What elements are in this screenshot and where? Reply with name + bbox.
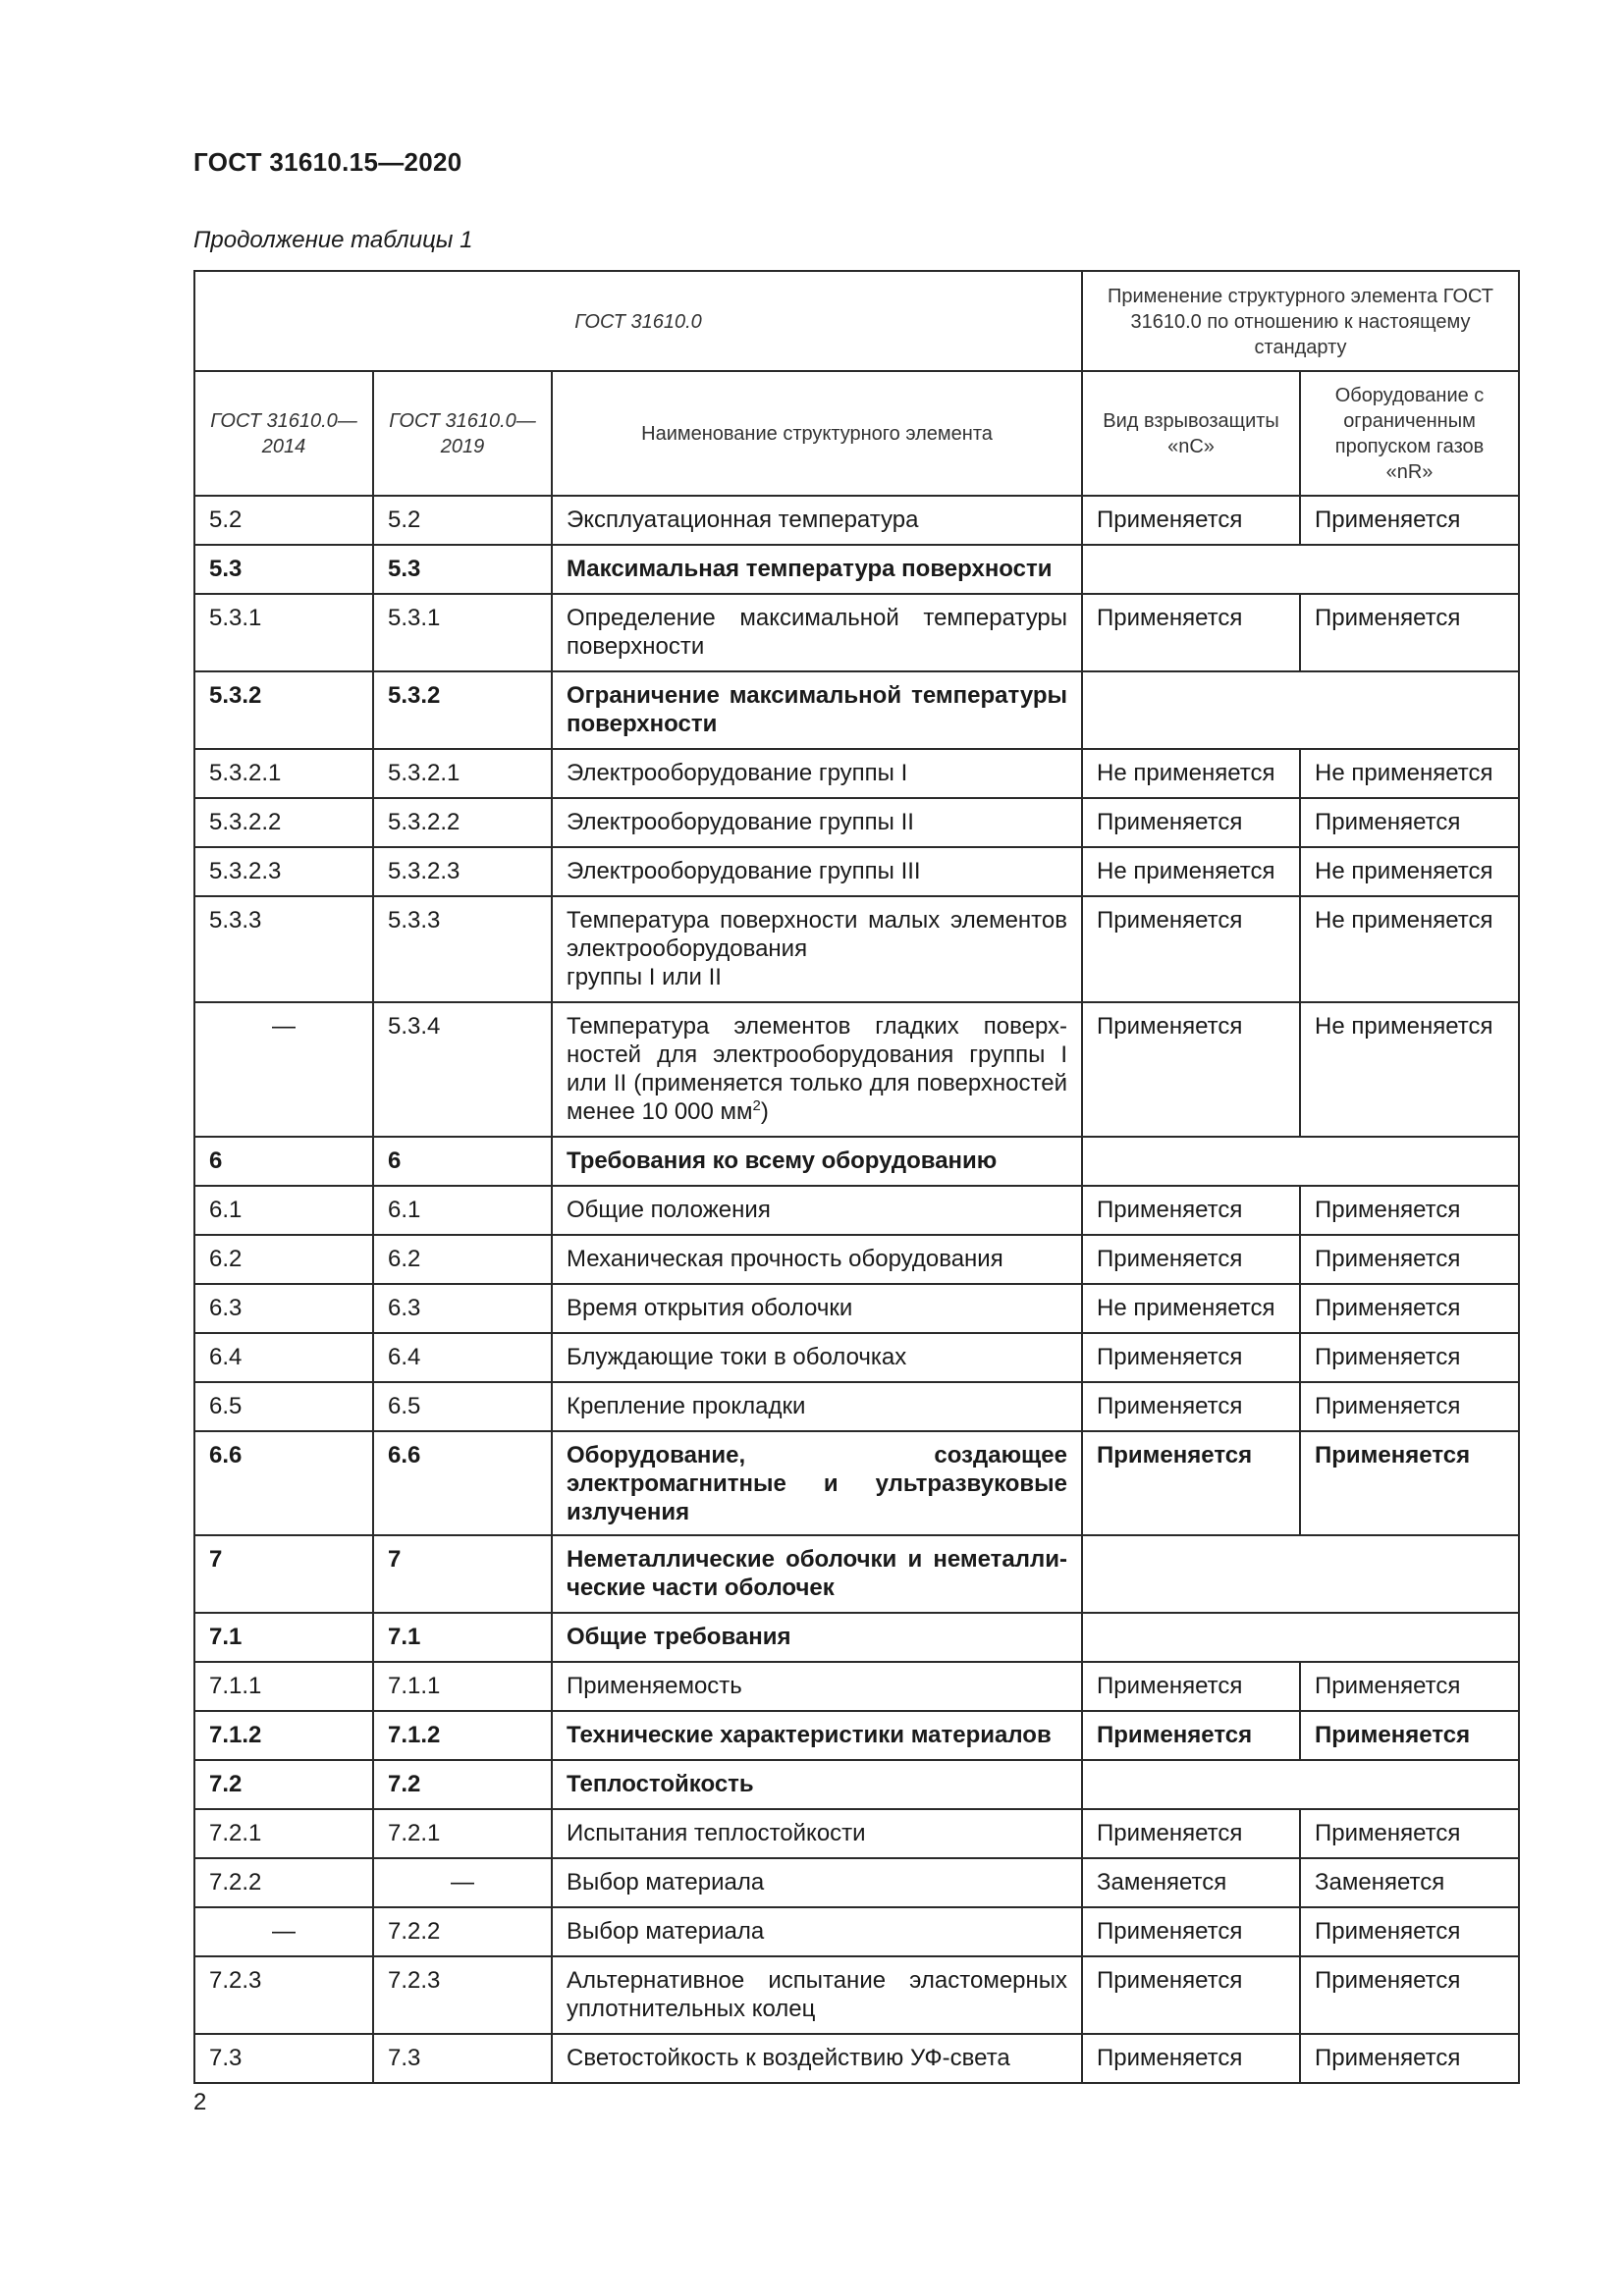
cell-gost-2019: 6.4 — [373, 1333, 552, 1382]
cell-nc: Применяется — [1082, 1907, 1300, 1956]
element-name-line: Температура поверхности малых элементов электрооборудования — [567, 907, 1068, 962]
table-row — [194, 1431, 1519, 1535]
table-row — [194, 496, 1519, 545]
cell-gost-2019: 6.6 — [373, 1431, 552, 1535]
cell-nc: Применяется — [1082, 798, 1300, 847]
table-row — [194, 1284, 1519, 1333]
cell-nr: Применяется — [1300, 1809, 1519, 1858]
cell-nr: Применяется — [1300, 1711, 1519, 1760]
cell-nc: Применяется — [1082, 1235, 1300, 1284]
cell-nc: Не применяется — [1082, 749, 1300, 798]
table-row — [194, 1662, 1519, 1711]
cell-nc: Заменяется — [1082, 1858, 1300, 1907]
cell-nc: Применяется — [1082, 896, 1300, 1002]
table-caption: Продолжение таблицы 1 — [193, 227, 473, 253]
table-row — [194, 594, 1519, 671]
cell-nr: Применяется — [1300, 1235, 1519, 1284]
cell-nr: Не применяется — [1300, 749, 1519, 798]
cell-element-name: Выбор материала — [552, 1907, 1082, 1956]
cell-nc: Применяется — [1082, 1662, 1300, 1711]
element-name-text-end: ) — [760, 1098, 769, 1125]
header-row-columns — [194, 371, 1519, 496]
cell-element-name: Крепление прокладки — [552, 1382, 1082, 1431]
header-gost-2014: ГОСТ 31610.0—2014 — [194, 371, 373, 496]
cell-nc: Применяется — [1082, 594, 1300, 671]
cell-element-name: Неметаллические оболочки и неметаллические части оболочек — [552, 1535, 1082, 1613]
cell-gost-2014: 6.3 — [194, 1284, 373, 1333]
table-row — [194, 1333, 1519, 1382]
cell-nr: Заменяется — [1300, 1858, 1519, 1907]
cell-nc: Не применяется — [1082, 1284, 1300, 1333]
cell-gost-2014: 7.2.2 — [194, 1858, 373, 1907]
cell-gost-2014: 5.3.2.2 — [194, 798, 373, 847]
table-row — [194, 1186, 1519, 1235]
cell-gost-2014: — — [194, 1907, 373, 1956]
table-row — [194, 1137, 1519, 1186]
cell-gost-2014: 7.2.1 — [194, 1809, 373, 1858]
cell-nc: Применяется — [1082, 1809, 1300, 1858]
cell-gost-2019: 7.2.1 — [373, 1809, 552, 1858]
cell-gost-2019: 5.3.2.3 — [373, 847, 552, 896]
cell-nr: Применяется — [1300, 1333, 1519, 1382]
cell-gost-2019: 5.3 — [373, 545, 552, 594]
cell-gost-2019: 6 — [373, 1137, 552, 1186]
cell-gost-2019: 5.3.4 — [373, 1002, 552, 1137]
table-row — [194, 545, 1519, 594]
cell-empty — [1082, 1535, 1519, 1613]
cell-element-name: Технические характеристики материалов — [552, 1711, 1082, 1760]
cell-element-name — [552, 1002, 1082, 1137]
table-row — [194, 798, 1519, 847]
table-row — [194, 1907, 1519, 1956]
header-element-name: Наименование структурного элемента — [552, 371, 1082, 496]
cell-gost-2019: 5.3.2 — [373, 671, 552, 749]
cell-nr: Применяется — [1300, 1956, 1519, 2034]
cell-gost-2019: 7.2.2 — [373, 1907, 552, 1956]
cell-gost-2019: 6.2 — [373, 1235, 552, 1284]
cell-gost-2019: 6.3 — [373, 1284, 552, 1333]
cell-element-name: Блуждающие токи в оболочках — [552, 1333, 1082, 1382]
cell-gost-2014: 5.3.2.1 — [194, 749, 373, 798]
cell-nc: Применяется — [1082, 496, 1300, 545]
table-row — [194, 1535, 1519, 1613]
cell-nr: Не применяется — [1300, 847, 1519, 896]
cell-gost-2019: 7 — [373, 1535, 552, 1613]
table-row — [194, 847, 1519, 896]
cell-gost-2014: 7.1.1 — [194, 1662, 373, 1711]
cell-nc: Применяется — [1082, 1002, 1300, 1137]
cell-gost-2014: 6 — [194, 1137, 373, 1186]
cell-gost-2019: 6.5 — [373, 1382, 552, 1431]
cell-element-name: Электрооборудование группы II — [552, 798, 1082, 847]
cell-element-name: Альтернативное испытание эластомерных уплотнительных колец — [552, 1956, 1082, 2034]
cell-gost-2019: 5.3.2.1 — [373, 749, 552, 798]
cell-gost-2014: 7.1.2 — [194, 1711, 373, 1760]
cell-gost-2014: 6.6 — [194, 1431, 373, 1535]
cell-gost-2019: 5.3.2.2 — [373, 798, 552, 847]
cell-gost-2014: — — [194, 1002, 373, 1137]
cell-element-name: Общие положения — [552, 1186, 1082, 1235]
cell-element-name — [552, 896, 1082, 1002]
cell-gost-2019: 7.1 — [373, 1613, 552, 1662]
cell-gost-2014: 7.2.3 — [194, 1956, 373, 2034]
cell-gost-2014: 5.3.2 — [194, 671, 373, 749]
table-row — [194, 1956, 1519, 2034]
cell-gost-2014: 5.3 — [194, 545, 373, 594]
cell-element-name: Общие требования — [552, 1613, 1082, 1662]
cell-nc: Применяется — [1082, 1956, 1300, 2034]
cell-nr: Не применяется — [1300, 1002, 1519, 1137]
cell-nr: Применяется — [1300, 1284, 1519, 1333]
cell-gost-2019: 7.2.3 — [373, 1956, 552, 2034]
table-row — [194, 2034, 1519, 2083]
cell-nc: Применяется — [1082, 1186, 1300, 1235]
cell-element-name: Эксплуатационная температура — [552, 496, 1082, 545]
cell-gost-2014: 5.3.1 — [194, 594, 373, 671]
cell-empty — [1082, 1760, 1519, 1809]
cell-empty — [1082, 1613, 1519, 1662]
element-name-text: Температура элементов гладких поверхностей для электрооборудования группы I или II (применяется только для поверхностей менее 10 000 мм — [567, 1013, 1068, 1125]
cell-element-name: Выбор материала — [552, 1858, 1082, 1907]
cell-nc: Применяется — [1082, 1431, 1300, 1535]
table-row — [194, 1711, 1519, 1760]
cell-nc: Применяется — [1082, 1382, 1300, 1431]
cell-gost-2019: 5.3.3 — [373, 896, 552, 1002]
cell-element-name: Применяемость — [552, 1662, 1082, 1711]
header-application-group: Применение структурного элемента ГОСТ 31610.0 по отношению к настоящему стандарту — [1082, 271, 1519, 371]
header-nr: Оборудование с ограниченным пропуском газов «nR» — [1300, 371, 1519, 496]
table-row — [194, 749, 1519, 798]
cell-element-name: Механическая прочность оборудования — [552, 1235, 1082, 1284]
table-row — [194, 1760, 1519, 1809]
table-row — [194, 1613, 1519, 1662]
cell-element-name: Время открытия оболочки — [552, 1284, 1082, 1333]
cell-element-name: Светостойкость к воздействию УФ-света — [552, 2034, 1082, 2083]
cell-element-name: Электрооборудование группы III — [552, 847, 1082, 896]
table-row — [194, 1809, 1519, 1858]
cell-gost-2014: 7.1 — [194, 1613, 373, 1662]
cell-element-name: Теплостойкость — [552, 1760, 1082, 1809]
cell-gost-2014: 6.2 — [194, 1235, 373, 1284]
cell-element-name: Ограничение максимальной температуры поверхности — [552, 671, 1082, 749]
cell-element-name: Оборудование, создающее электромагнитные и ультразвуковые излучения — [552, 1431, 1082, 1535]
cell-nr: Применяется — [1300, 1662, 1519, 1711]
cell-gost-2014: 5.3.3 — [194, 896, 373, 1002]
cell-gost-2014: 6.5 — [194, 1382, 373, 1431]
page-number: 2 — [193, 2089, 207, 2115]
cell-nr: Применяется — [1300, 594, 1519, 671]
header-gost-2019: ГОСТ 31610.0—2019 — [373, 371, 552, 496]
table-row — [194, 1235, 1519, 1284]
document-code: ГОСТ 31610.15—2020 — [193, 147, 462, 177]
cell-empty — [1082, 545, 1519, 594]
cell-nc: Не применяется — [1082, 847, 1300, 896]
cell-element-name: Испытания теплостойкости — [552, 1809, 1082, 1858]
superscript: 2 — [752, 1097, 761, 1114]
cell-nr: Применяется — [1300, 2034, 1519, 2083]
cell-gost-2014: 5.3.2.3 — [194, 847, 373, 896]
cell-nr: Применяется — [1300, 1186, 1519, 1235]
cell-gost-2019: 7.1.1 — [373, 1662, 552, 1711]
cell-empty — [1082, 1137, 1519, 1186]
header-nc: Вид взрывозащиты «nC» — [1082, 371, 1300, 496]
cell-gost-2019: — — [373, 1858, 552, 1907]
cell-element-name: Электрооборудование группы I — [552, 749, 1082, 798]
cell-nc: Применяется — [1082, 1711, 1300, 1760]
cell-element-name: Максимальная температура поверхности — [552, 545, 1082, 594]
cell-nr: Применяется — [1300, 1382, 1519, 1431]
table-row — [194, 896, 1519, 1002]
cell-gost-2019: 6.1 — [373, 1186, 552, 1235]
header-gost-group: ГОСТ 31610.0 — [194, 271, 1082, 371]
table-row — [194, 1858, 1519, 1907]
cell-element-name: Определение максимальной температуры поверхности — [552, 594, 1082, 671]
table-row — [194, 1002, 1519, 1137]
cell-nr: Применяется — [1300, 1431, 1519, 1535]
cell-nr: Применяется — [1300, 1907, 1519, 1956]
cell-gost-2019: 5.3.1 — [373, 594, 552, 671]
cell-gost-2019: 7.1.2 — [373, 1711, 552, 1760]
cell-gost-2019: 7.3 — [373, 2034, 552, 2083]
cell-gost-2014: 7 — [194, 1535, 373, 1613]
cell-gost-2014: 5.2 — [194, 496, 373, 545]
table-row — [194, 671, 1519, 749]
cell-nr: Не применяется — [1300, 896, 1519, 1002]
cell-gost-2014: 6.1 — [194, 1186, 373, 1235]
cell-gost-2014: 7.2 — [194, 1760, 373, 1809]
cell-nr: Применяется — [1300, 798, 1519, 847]
element-name-line: группы I или II — [567, 964, 722, 990]
header-row-group — [194, 271, 1519, 371]
cell-gost-2014: 7.3 — [194, 2034, 373, 2083]
cell-nc: Применяется — [1082, 1333, 1300, 1382]
cell-gost-2014: 6.4 — [194, 1333, 373, 1382]
cell-nc: Применяется — [1082, 2034, 1300, 2083]
table-row — [194, 1382, 1519, 1431]
structural-elements-table — [193, 270, 1520, 2084]
cell-empty — [1082, 671, 1519, 749]
cell-nr: Применяется — [1300, 496, 1519, 545]
cell-gost-2019: 7.2 — [373, 1760, 552, 1809]
cell-element-name: Требования ко всему оборудованию — [552, 1137, 1082, 1186]
cell-gost-2019: 5.2 — [373, 496, 552, 545]
